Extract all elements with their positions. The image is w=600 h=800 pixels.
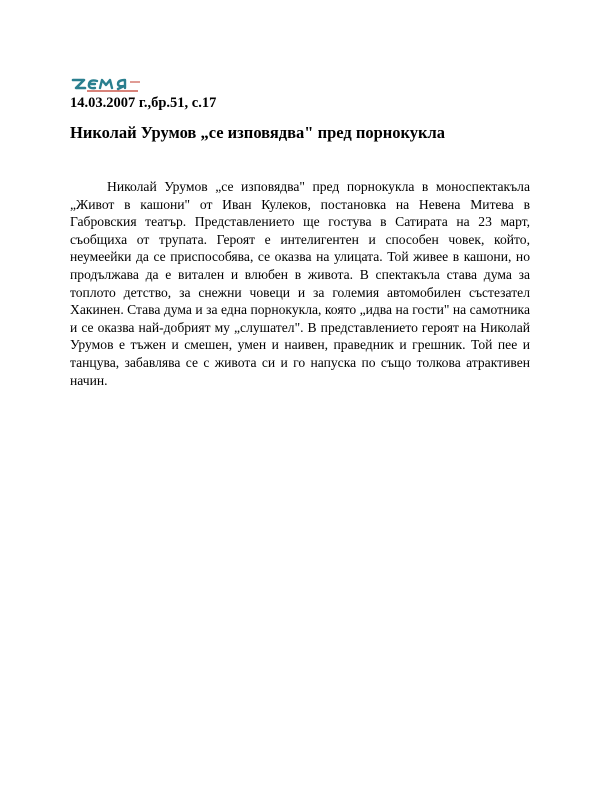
article-headline: Николай Урумов „се изповядва" пред порнокукла (70, 123, 446, 142)
article-body: Николай Урумов „се изповядва" пред порнокукла в моноспектакъла „Живот в кашони" от Иван Кулеков, постановка на Невена Митева в Габровския театър. Представлението ще гостува в Сатирата на 23 март, съобщиха от трупата. Героят е интелигентен и способен човек, който, неумеейки да се приспособява, се оказва на улицата. Той живее в кашони, но продължава да е витален и влюбен в живота. В спектакъла става дума за топлото детство, за снежни човеци и за големия автомобилен състезател Хакинен. Става дума и за една порнокукла, която „идва на гости" на самотника и се оказва най-добрият му „слушател". В представлението героят на Николай Урумов е тъжен и смешен, умен и наивен, праведник и грешник. Той пее и танцува, забавлява се с живота си и го напуска по също толкова атрактивен начин. (70, 179, 530, 388)
zemya-logo-icon (70, 77, 142, 93)
newspaper-logo (70, 77, 142, 93)
issue-date-line: 14.03.2007 г.,бр.51, с.17 (70, 95, 217, 111)
